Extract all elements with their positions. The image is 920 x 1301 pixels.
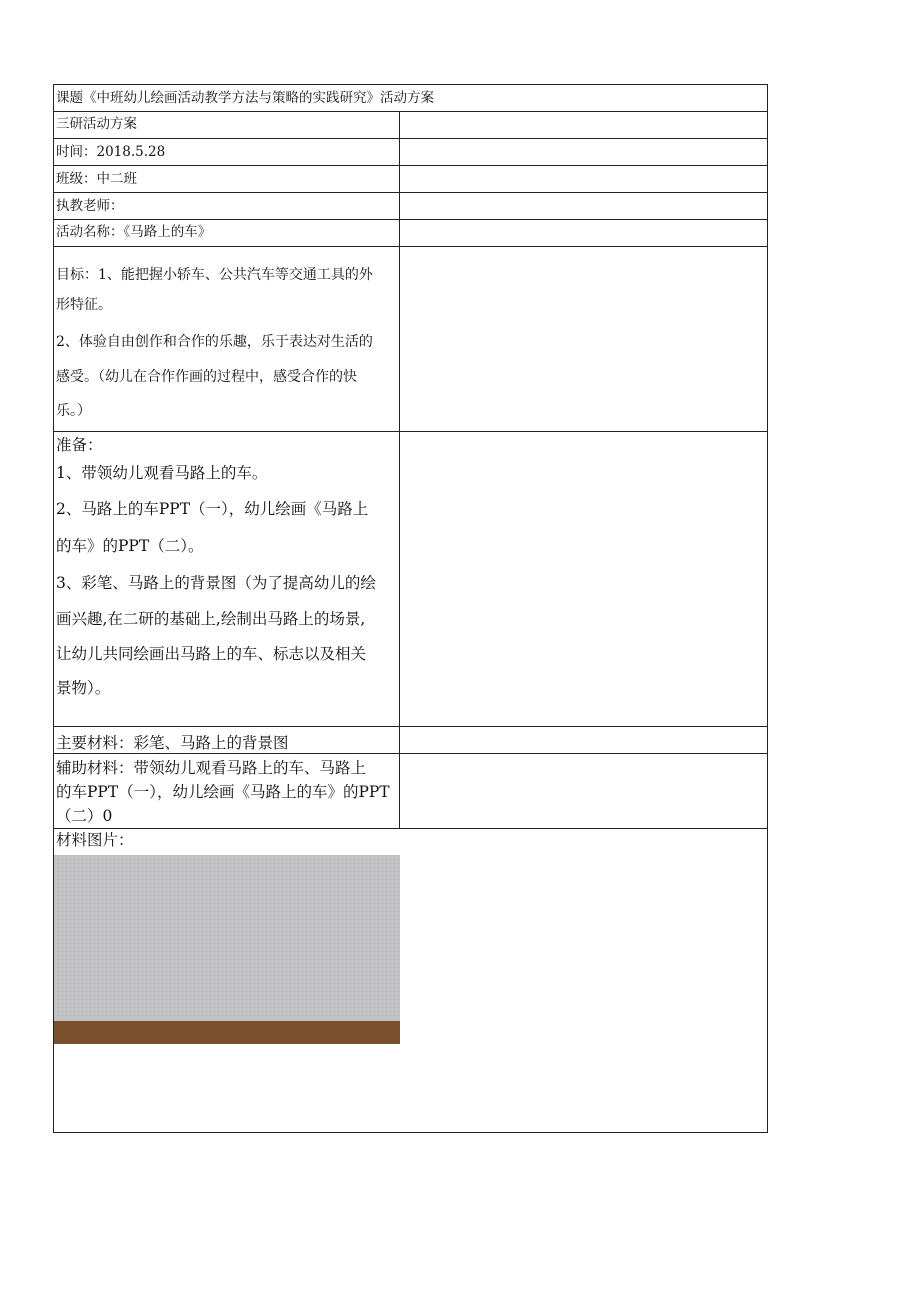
- goal-line: 目标：1、能把握小轿车、公共汽车等交通工具的外: [56, 267, 373, 283]
- prep-line: 2、马路上的车PPT（一），幼儿绘画《马路上: [56, 500, 369, 518]
- plan-row: [54, 112, 767, 139]
- prep-line: 的车》的PPT（二）。: [56, 537, 204, 555]
- prep-line: 景物）。: [56, 679, 111, 697]
- prep-line: 画兴趣,在二研的基础上,绘制出马路上的场景,: [56, 610, 366, 628]
- goals-section: [54, 247, 400, 431]
- plan-type: 三研活动方案: [54, 112, 400, 138]
- prep-line: 准备：: [56, 436, 103, 454]
- pictures-label: 材料图片：: [56, 831, 134, 849]
- main-material-field: 主要材料：彩笔、马路上的背景图: [54, 727, 400, 753]
- class-row: [54, 166, 767, 193]
- aux-line: 的车PPT（一），幼儿绘画《马路上的车》的PPT: [56, 783, 390, 801]
- goal-line: 2、体验自由创作和合作的乐趣，乐于表达对生活的: [56, 334, 373, 350]
- prep-line: 让幼儿共同绘画出马路上的车、标志以及相关: [56, 645, 367, 663]
- road-background-image: [54, 855, 400, 1044]
- sky-area: [54, 855, 400, 1021]
- aux-line: （二）0: [56, 807, 113, 825]
- main-material-row: [54, 727, 767, 754]
- teacher-row: [54, 193, 767, 220]
- goal-line: 感受。（幼儿在合作作画的过程中，感受合作的快: [56, 369, 357, 385]
- activity-row: [54, 220, 767, 247]
- time-field: 时间：2018.5.28: [54, 139, 400, 165]
- aux-line: 辅助材料：带领幼儿观看马路上的车、马路上: [56, 759, 367, 777]
- goal-line: 形特征。: [56, 297, 112, 313]
- road-strip: [54, 1021, 400, 1044]
- prep-row: [54, 432, 767, 727]
- aux-material-section: [54, 754, 400, 828]
- prep-line: 3、彩笔、马路上的背景图（为了提高幼儿的绘: [56, 574, 376, 592]
- pictures-row: [54, 829, 767, 1134]
- prep-section: [54, 432, 400, 726]
- prep-line: 1、带领幼儿观看马路上的车。: [56, 464, 268, 482]
- goal-line: 乐。）: [56, 403, 91, 419]
- activity-plan-table: [53, 84, 768, 1133]
- teacher-field: 执教老师：: [54, 193, 400, 219]
- title-row: [54, 85, 767, 112]
- goals-row: [54, 247, 767, 432]
- time-row: [54, 139, 767, 166]
- class-field: 班级：中二班: [54, 166, 400, 192]
- plan-title: 课题《中班幼儿绘画活动教学方法与策略的实践研究》活动方案: [56, 90, 434, 106]
- activity-name-field: 活动名称：《马路上的车》: [54, 220, 400, 246]
- aux-material-row: [54, 754, 767, 829]
